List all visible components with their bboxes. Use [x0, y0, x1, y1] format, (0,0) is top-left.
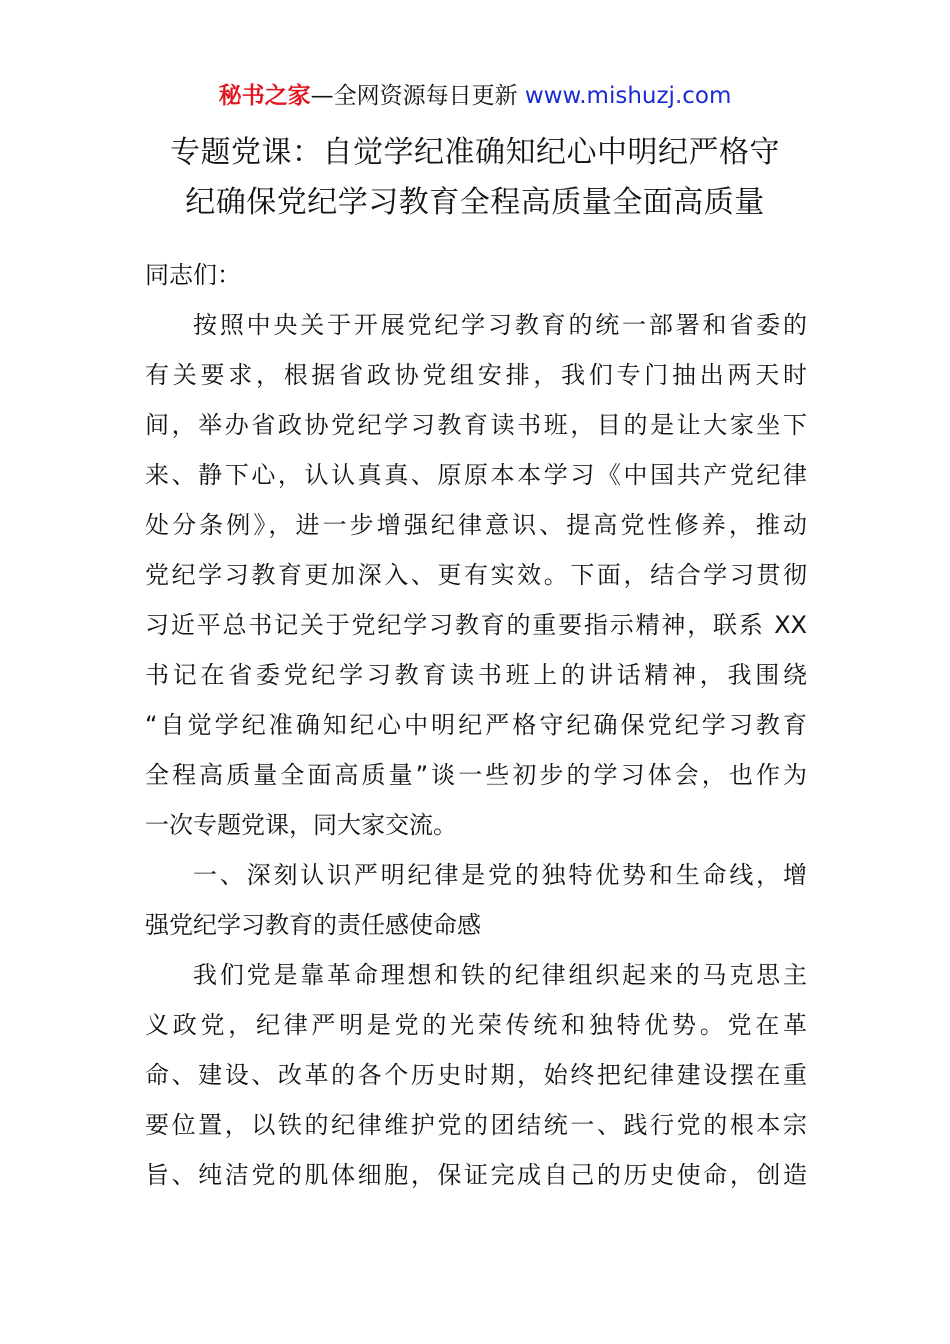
paragraph-line: 我们党是靠革命理想和铁的纪律组织起来的马克思主: [193, 961, 807, 989]
section-heading-line: 强党纪学习教育的责任感使命感: [145, 911, 481, 939]
document-title: [140, 128, 810, 228]
paragraph-line: 要位置，以铁的纪律维护党的团结统一、践行党的根本宗: [145, 1111, 807, 1139]
section-heading-line: 一、深刻认识严明纪律是党的独特优势和生命线，增: [193, 861, 807, 889]
paragraph-line: 义政党，纪律严明是党的光荣传统和独特优势。党在革: [145, 1011, 807, 1039]
paragraph-line: 党纪学习教育更加深入、更有实效。下面，结合学习贯彻: [145, 561, 807, 589]
site-brand: 秘书之家: [218, 83, 311, 109]
paragraph-line: 命、建设、改革的各个历史时期，始终把纪律建设摆在重: [145, 1061, 807, 1089]
paragraph-line: 习近平总书记关于党纪学习教育的重要指示精神，联系 XX: [145, 611, 807, 639]
title-line: 专题党课：自觉学纪准确知纪心中明纪严格守: [170, 135, 780, 170]
paragraph-line: 全程高质量全面高质量”谈一些初步的学习体会，也作为: [145, 761, 807, 789]
paragraph-line: 一次专题党课，同大家交流。: [145, 811, 457, 839]
paragraph-line: “自觉学纪准确知纪心中明纪严格守纪确保党纪学习教育: [145, 711, 807, 739]
salutation: 同志们：: [145, 261, 241, 289]
paragraph-line: 旨、纯洁党的肌体细胞，保证完成自己的历史使命，创造: [145, 1161, 807, 1189]
document-body: [145, 250, 807, 1200]
paragraph-line: 间，举办省政协党纪学习教育读书班，目的是让大家坐下: [145, 411, 807, 439]
site-url-link[interactable]: www.mishuzj.com: [524, 83, 732, 109]
paragraph-line: 来、静下心，认认真真、原原本本学习《中国共产党纪律: [145, 461, 807, 489]
paragraph-line: 处分条例》，进一步增强纪律意识、提高党性修养，推动: [145, 511, 807, 539]
site-tagline: —全网资源每日更新: [310, 83, 525, 109]
site-header: [0, 80, 950, 112]
title-line: 纪确保党纪学习教育全程高质量全面高质量: [185, 185, 765, 220]
paragraph-line: 书记在省委党纪学习教育读书班上的讲话精神，我围绕: [145, 661, 807, 689]
paragraph-line: 按照中央关于开展党纪学习教育的统一部署和省委的: [193, 311, 807, 339]
paragraph-line: 有关要求，根据省政协党组安排，我们专门抽出两天时: [145, 361, 807, 389]
